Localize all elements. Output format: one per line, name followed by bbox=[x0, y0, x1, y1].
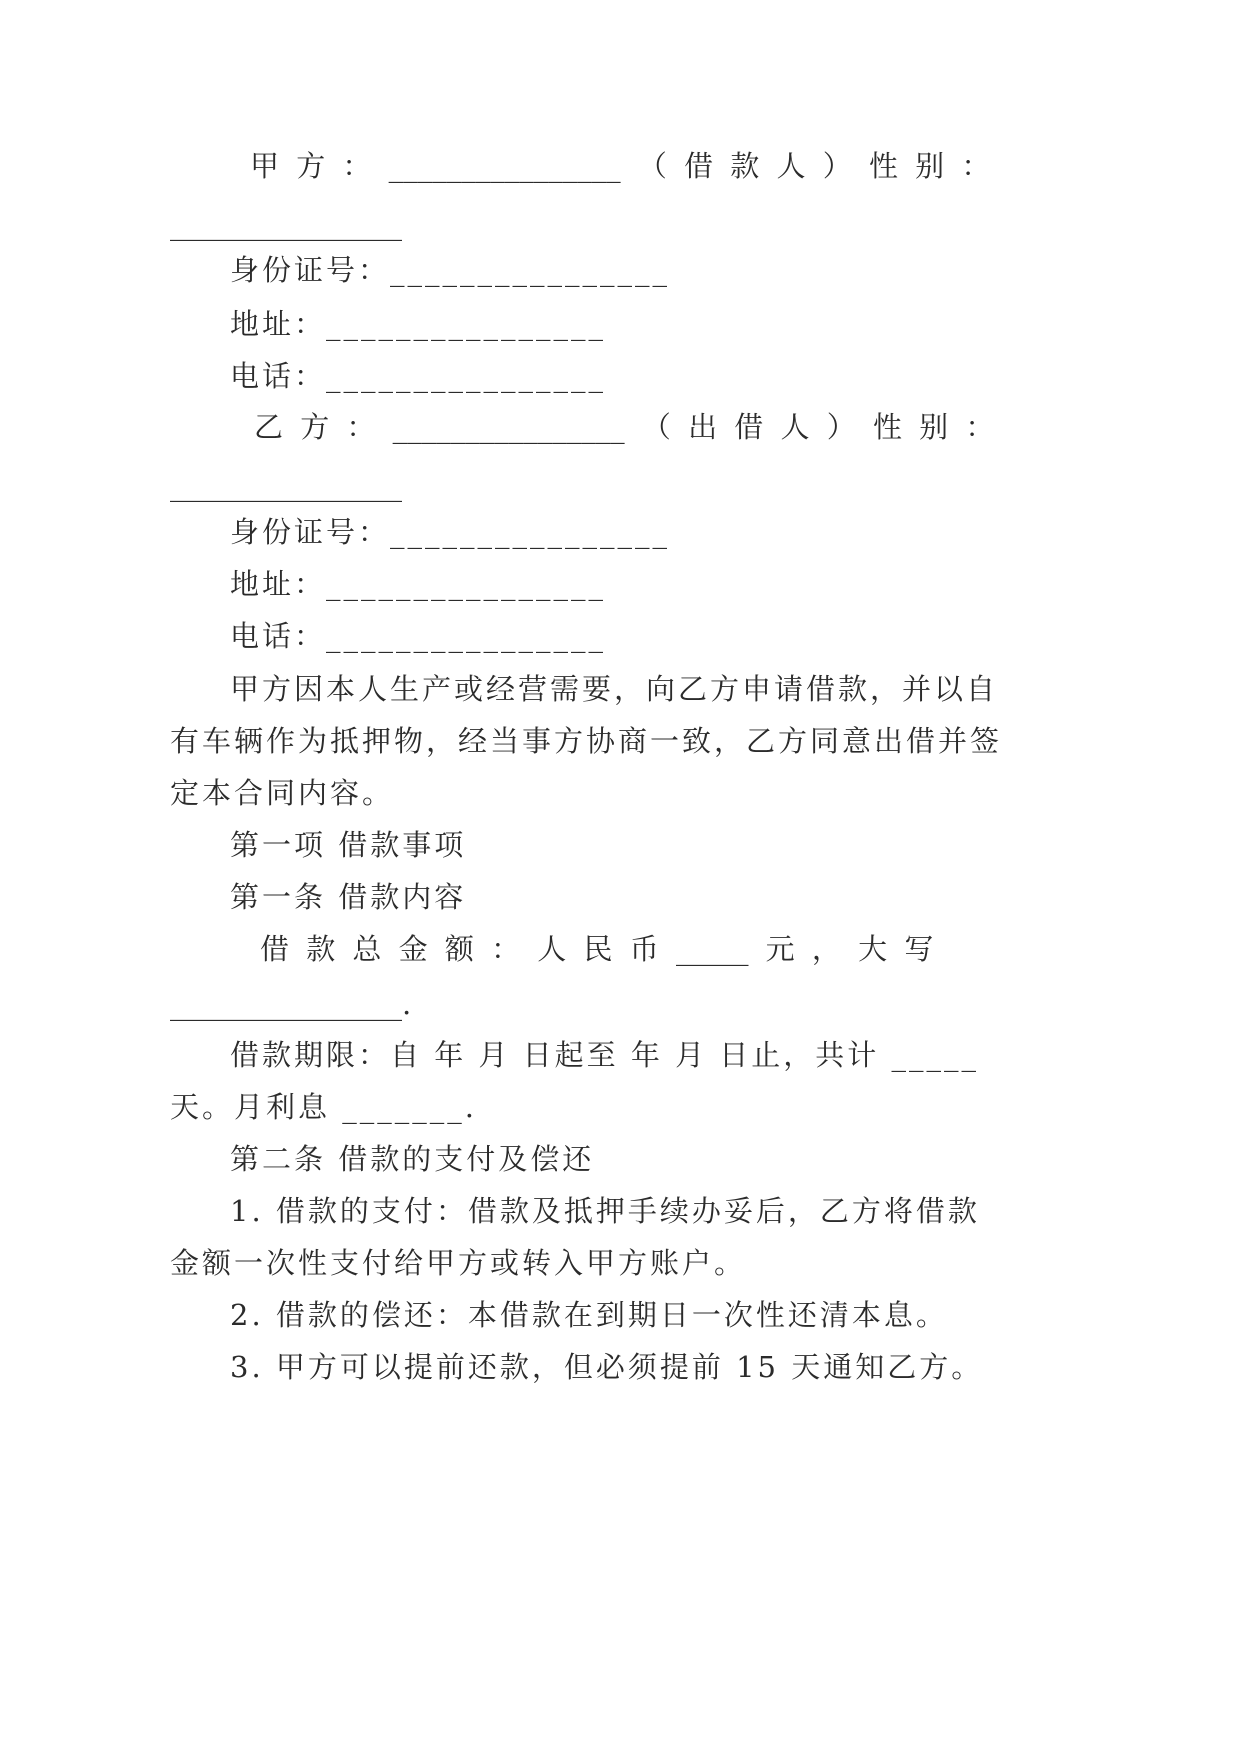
party-b-gender-blank: ________________ bbox=[170, 468, 402, 502]
party-b-id-number: 身份证号：________________ bbox=[230, 515, 671, 549]
party-a-gender-blank: ________________ bbox=[170, 207, 402, 241]
party-a-phone: 电话：________________ bbox=[230, 359, 607, 393]
preamble-line-1: 甲方因本人生产或经营需要，向乙方申请借款，并以自 bbox=[230, 672, 999, 706]
payment-clause-line-2: 金额一次性支付给甲方或转入甲方账户。 bbox=[170, 1246, 747, 1280]
article-2-title: 第二条 借款的支付及偿还 bbox=[230, 1142, 595, 1176]
monthly-interest-line: 天。月利息 _______. bbox=[170, 1090, 477, 1124]
party-b-phone: 电话：________________ bbox=[230, 619, 607, 653]
loan-term-line: 借款期限：自 年 月 日起至 年 月 日止，共计 _____ bbox=[230, 1038, 980, 1072]
party-b-heading: 乙 方 ： ________________ （ 出 借 人 ） 性 别 ： bbox=[254, 410, 995, 444]
preamble-line-3: 定本合同内容。 bbox=[170, 776, 395, 810]
article-1-title: 第一条 借款内容 bbox=[230, 880, 467, 914]
party-b-address: 地址：________________ bbox=[230, 567, 607, 601]
preamble-line-2: 有车辆作为抵押物，经当事方协商一致，乙方同意出借并签 bbox=[170, 724, 1003, 758]
repayment-clause: 2. 借款的偿还：本借款在到期日一次性还清本息。 bbox=[230, 1298, 948, 1332]
loan-amount-words-blank: ________________. bbox=[170, 987, 412, 1021]
party-a-heading: 甲 方 ： ________________ （ 借 款 人 ） 性 别 ： bbox=[250, 149, 991, 183]
loan-amount-line: 借 款 总 金 额 ： 人 民 币 _____ 元 ， 大 写 bbox=[260, 932, 934, 966]
early-repayment-clause: 3. 甲方可以提前还款，但必须提前 15 天通知乙方。 bbox=[230, 1350, 984, 1384]
payment-clause-line-1: 1. 借款的支付：借款及抵押手续办妥后，乙方将借款 bbox=[230, 1194, 980, 1228]
party-a-id-number: 身份证号：________________ bbox=[230, 253, 671, 287]
party-a-address: 地址：________________ bbox=[230, 307, 607, 341]
section-1-title: 第一项 借款事项 bbox=[230, 828, 467, 862]
